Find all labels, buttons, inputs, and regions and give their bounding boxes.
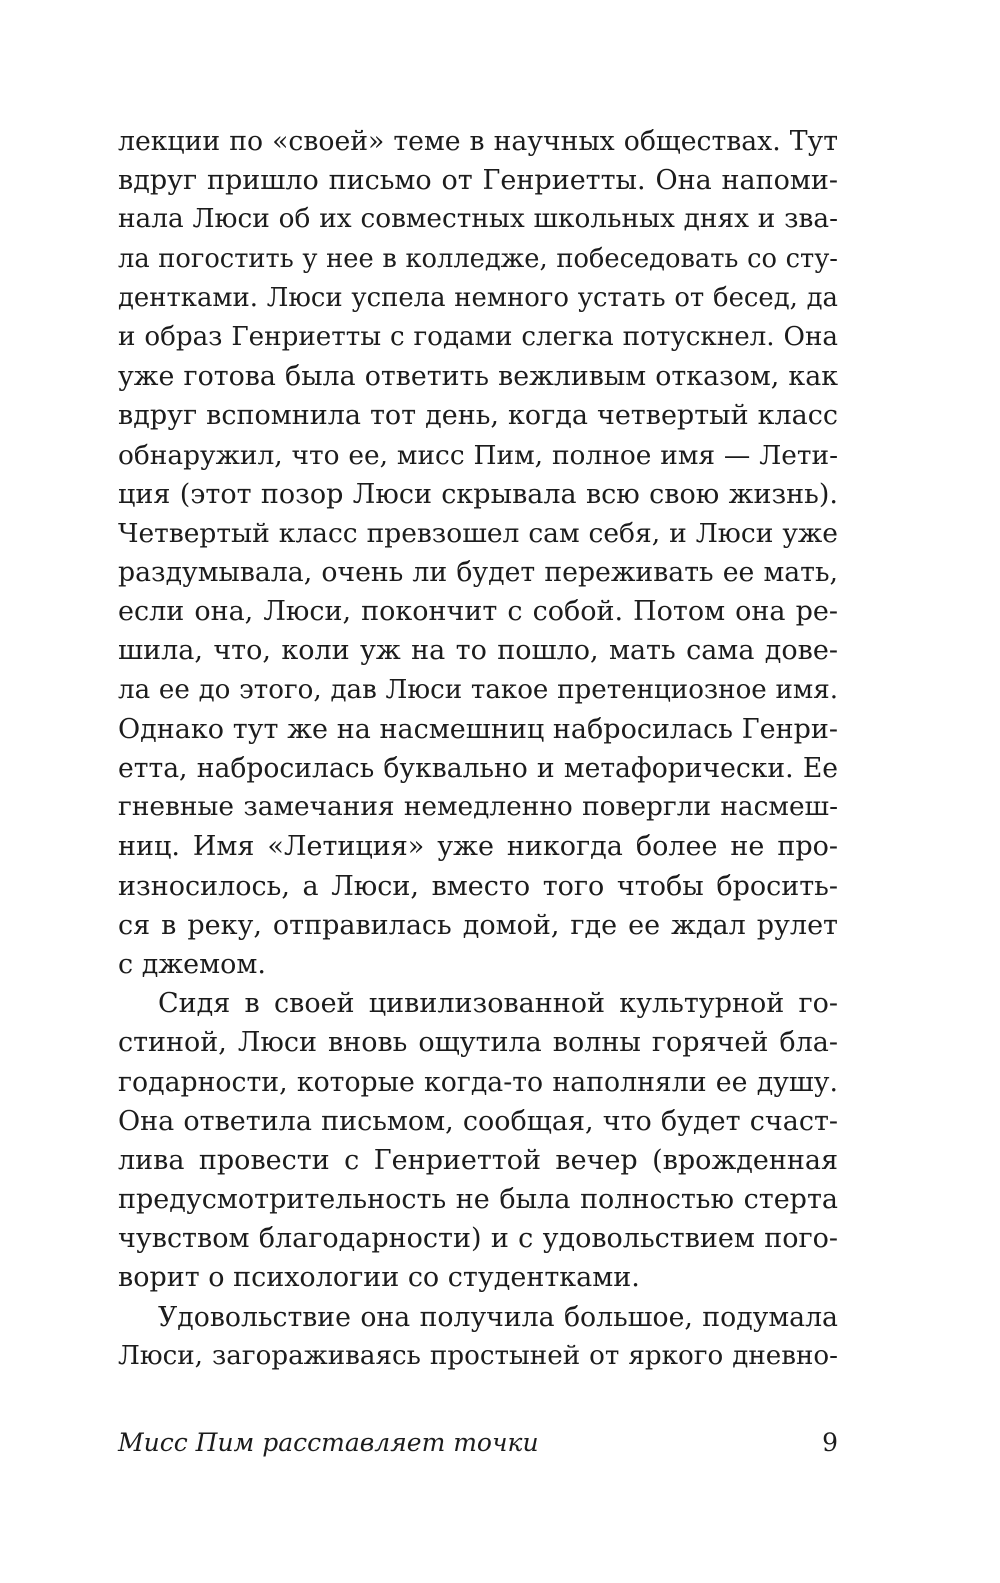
text-line: ция (этот позор Люси скрывала всю свою жизнь). <box>118 478 838 510</box>
page-number: 9 <box>822 1428 838 1457</box>
text-line: шила, что, коли уж на то пошло, мать сама дове- <box>118 635 838 667</box>
text-line: чувством благодарности) и с удовольствием пого- <box>118 1223 838 1255</box>
text-line: с джемом. <box>118 948 266 980</box>
text-line: ворит о психологии со студентками. <box>118 1262 640 1294</box>
text-line: етта, набросилась буквально и метафорически. Ее <box>118 753 838 784</box>
running-footer-title: Мисс Пим расставляет точки <box>118 1428 539 1457</box>
text-line: уже готова была ответить вежливым отказом, как <box>118 361 838 393</box>
text-line: Люси, загораживаясь простыней от яркого дневно- <box>118 1340 838 1371</box>
text-line: годарности, которые когда-то наполняли ее душу. <box>118 1066 838 1098</box>
body-text <box>118 122 838 1376</box>
text-line: Сидя в своей цивилизованной культурной го- <box>158 988 838 1020</box>
text-line: Она ответила письмом, сообщая, что будет счаст- <box>118 1105 838 1137</box>
text-line: ла ее до этого, дав Люси такое претенциозное имя. <box>118 674 838 705</box>
text-line: и образ Генриетты с годами слегка потускнел. Она <box>118 321 838 352</box>
text-line: дентками. Люси успела немного устать от бесед, да <box>118 282 838 313</box>
text-line: обнаружил, что ее, мисс Пим, полное имя — Лети- <box>118 439 838 471</box>
text-line: гневные замечания немедленно повергли насмеш- <box>118 792 838 823</box>
text-line: если она, Люси, покончит с собой. Потом она ре- <box>118 596 838 628</box>
text-line: ниц. Имя «Летиция» уже никогда более не про- <box>118 831 838 863</box>
text-line: ся в реку, отправилась домой, где ее ждал рулет <box>118 909 838 941</box>
text-line: вдруг вспомнила тот день, когда четвертый класс <box>118 400 838 432</box>
text-line: раздумывала, очень ли будет переживать ее мать, <box>118 557 838 589</box>
text-line: стиной, Люси вновь ощутила волны горячей бла- <box>118 1027 838 1059</box>
text-line: лекции по «своей» теме в научных обществах. Тут <box>118 126 838 157</box>
text-line: лива провести с Генриеттой вечер (врожденная <box>118 1144 838 1176</box>
text-line: Однако тут же на насмешниц набросилась Генри- <box>118 713 838 745</box>
text-line: нала Люси об их совместных школьных днях и зва- <box>118 204 838 235</box>
text-line: вдруг пришло письмо от Генриетты. Она напоми- <box>118 165 838 197</box>
text-line: износилось, а Люси, вместо того чтобы бросить- <box>118 870 838 902</box>
text-line: ла погостить у нее в колледже, побеседовать со сту- <box>118 243 838 274</box>
text-line: Удовольствие она получила большое, подумала <box>158 1301 838 1333</box>
text-line: Четвертый класс превзошел сам себя, и Люси уже <box>118 517 838 549</box>
text-line: предусмотрительность не была полностью стерта <box>118 1184 838 1216</box>
